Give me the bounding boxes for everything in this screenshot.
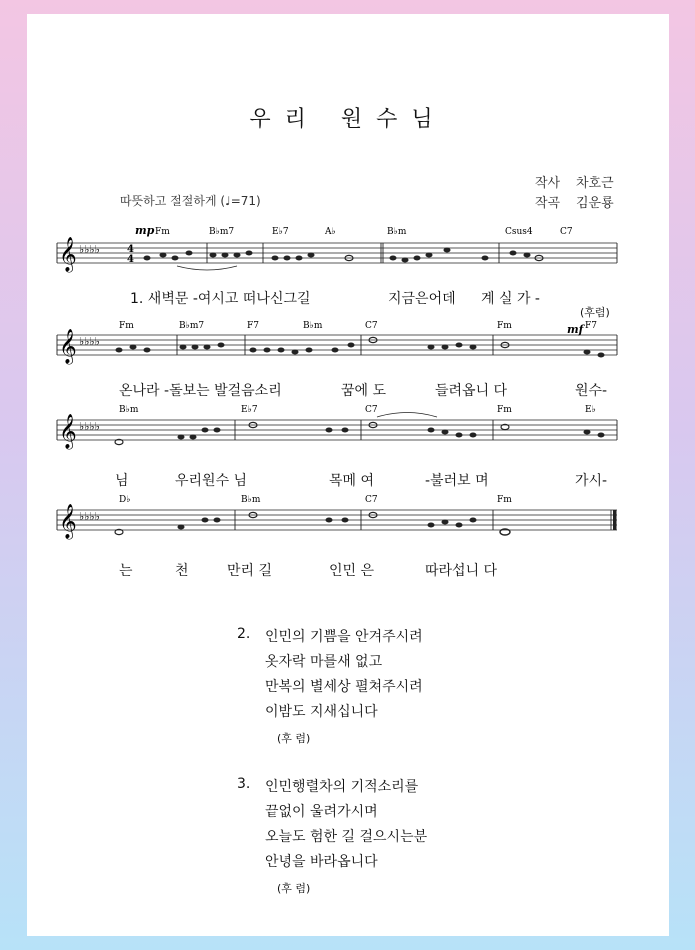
refrain-marker: (후 렴)	[277, 732, 311, 745]
refrain-marker: (후 렴)	[277, 882, 311, 895]
lyric-line: 인민 은	[329, 563, 375, 579]
lyric-line: 천	[175, 563, 189, 579]
lyric-line: -불러보 며	[425, 473, 489, 489]
lyric-line: 들려옵니 다	[435, 383, 508, 399]
lyric-line: 목메 여	[329, 473, 375, 489]
key-signature: ♭♭♭♭	[79, 243, 100, 256]
chord-symbol: D♭	[119, 495, 131, 505]
lyric-line: 우리원수 님	[175, 473, 248, 489]
chord-symbol: B♭m	[119, 405, 139, 415]
chord-symbol: E♭7	[241, 405, 258, 415]
chord-symbol: Fm	[119, 321, 134, 331]
chord-symbol: B♭m	[387, 227, 407, 237]
chord-symbol: C7	[560, 227, 573, 237]
lyricist-label: 작사	[535, 176, 561, 191]
lyricist-name: 차호근	[576, 176, 614, 191]
treble-clef: 𝄞	[59, 414, 77, 449]
verse-line: 인민의 기쁨을 안겨주시려	[265, 629, 423, 645]
verse-line: 안녕을 바라옵니다	[265, 854, 378, 870]
lyric-line: 원수-	[575, 383, 608, 399]
final-barline	[613, 510, 617, 530]
lyric-line: 온나라 -돌보는 발걸음소리	[119, 383, 282, 399]
verse-line: 만복의 별세상 펼쳐주시려	[265, 679, 423, 695]
notes	[178, 518, 477, 530]
key-signature: ♭♭♭♭	[79, 420, 100, 433]
staff-lines	[57, 510, 617, 530]
chord-symbols	[119, 495, 512, 505]
tie	[177, 266, 237, 270]
staff-system-1	[27, 222, 669, 292]
chord-symbol: Fm	[155, 227, 170, 237]
staff-system-2	[27, 314, 669, 384]
time-signature-top: 4	[127, 244, 134, 255]
song-sheet	[27, 14, 669, 936]
chord-symbol: Csus4	[505, 227, 533, 237]
tie	[377, 413, 437, 418]
verse-number: 2.	[237, 626, 251, 642]
verse-line: 인민행렬차의 기적소리를	[265, 779, 419, 795]
chord-symbol: F7	[585, 321, 597, 331]
treble-clef: 𝄞	[59, 329, 77, 364]
chord-symbol: B♭m7	[209, 227, 235, 237]
lyric-line: 는	[119, 563, 133, 579]
verse-line: 오늘도 험한 길 걸으시는분	[265, 829, 428, 845]
chord-symbol: B♭m7	[179, 321, 205, 331]
chord-symbol: C7	[365, 405, 378, 415]
dynamic-mark: mf	[567, 323, 584, 336]
verse-line: 이밤도 지새십니다	[265, 704, 378, 720]
composer-name: 김운룡	[576, 196, 614, 211]
staff-lines	[57, 243, 617, 263]
key-signature: ♭♭♭♭	[79, 335, 100, 348]
notes	[178, 428, 605, 440]
chord-symbol: Fm	[497, 495, 512, 505]
song-title: 우리 원수님	[249, 107, 447, 132]
chord-symbol: Fm	[497, 321, 512, 331]
lyric-line: 계 실 가 -	[481, 291, 540, 307]
treble-clef: 𝄞	[59, 504, 77, 539]
chord-symbol: F7	[247, 321, 259, 331]
chord-symbol: B♭m	[241, 495, 261, 505]
chord-symbol: Fm	[497, 405, 512, 415]
chord-symbol: E♭	[585, 405, 596, 415]
lyric-line: 꿈에 도	[341, 383, 387, 399]
staff-system-3	[27, 404, 669, 474]
lyric-line: 따라섭니 다	[425, 563, 498, 579]
chord-symbols	[119, 405, 596, 415]
chord-symbol: C7	[365, 495, 378, 505]
composer-label: 작곡	[535, 196, 561, 211]
notes	[144, 248, 531, 263]
verse-number: 3.	[237, 776, 251, 792]
lyric-line: 가시-	[575, 473, 608, 489]
lyric-line: 만리 길	[227, 563, 273, 579]
treble-clef: 𝄞	[59, 237, 77, 272]
verse-line: 옷자락 마를새 없고	[265, 654, 383, 670]
verse-line: 끝없이 울려가시며	[265, 804, 378, 820]
staff-lines	[57, 420, 617, 440]
chord-symbols	[119, 321, 597, 331]
chord-symbols	[155, 227, 573, 237]
key-signature: ♭♭♭♭	[79, 510, 100, 523]
chord-symbol: A♭	[325, 227, 336, 237]
lyric-line: 지금은어데	[388, 291, 456, 307]
dynamic-mark: mp	[135, 224, 155, 237]
tempo-marking: 따뜻하고 절절하게 (♩=71)	[120, 194, 261, 208]
chord-symbol: B♭m	[303, 321, 323, 331]
staff-system-4	[27, 494, 669, 564]
chord-symbol: E♭7	[272, 227, 289, 237]
chorus-label: (후렴)	[580, 306, 610, 319]
lyric-line: 님	[115, 473, 129, 489]
chord-symbol: C7	[365, 321, 378, 331]
lyric-line: 1. 새벽문 -여시고 떠나신그길	[130, 291, 311, 307]
time-signature-bottom: 4	[127, 254, 134, 265]
